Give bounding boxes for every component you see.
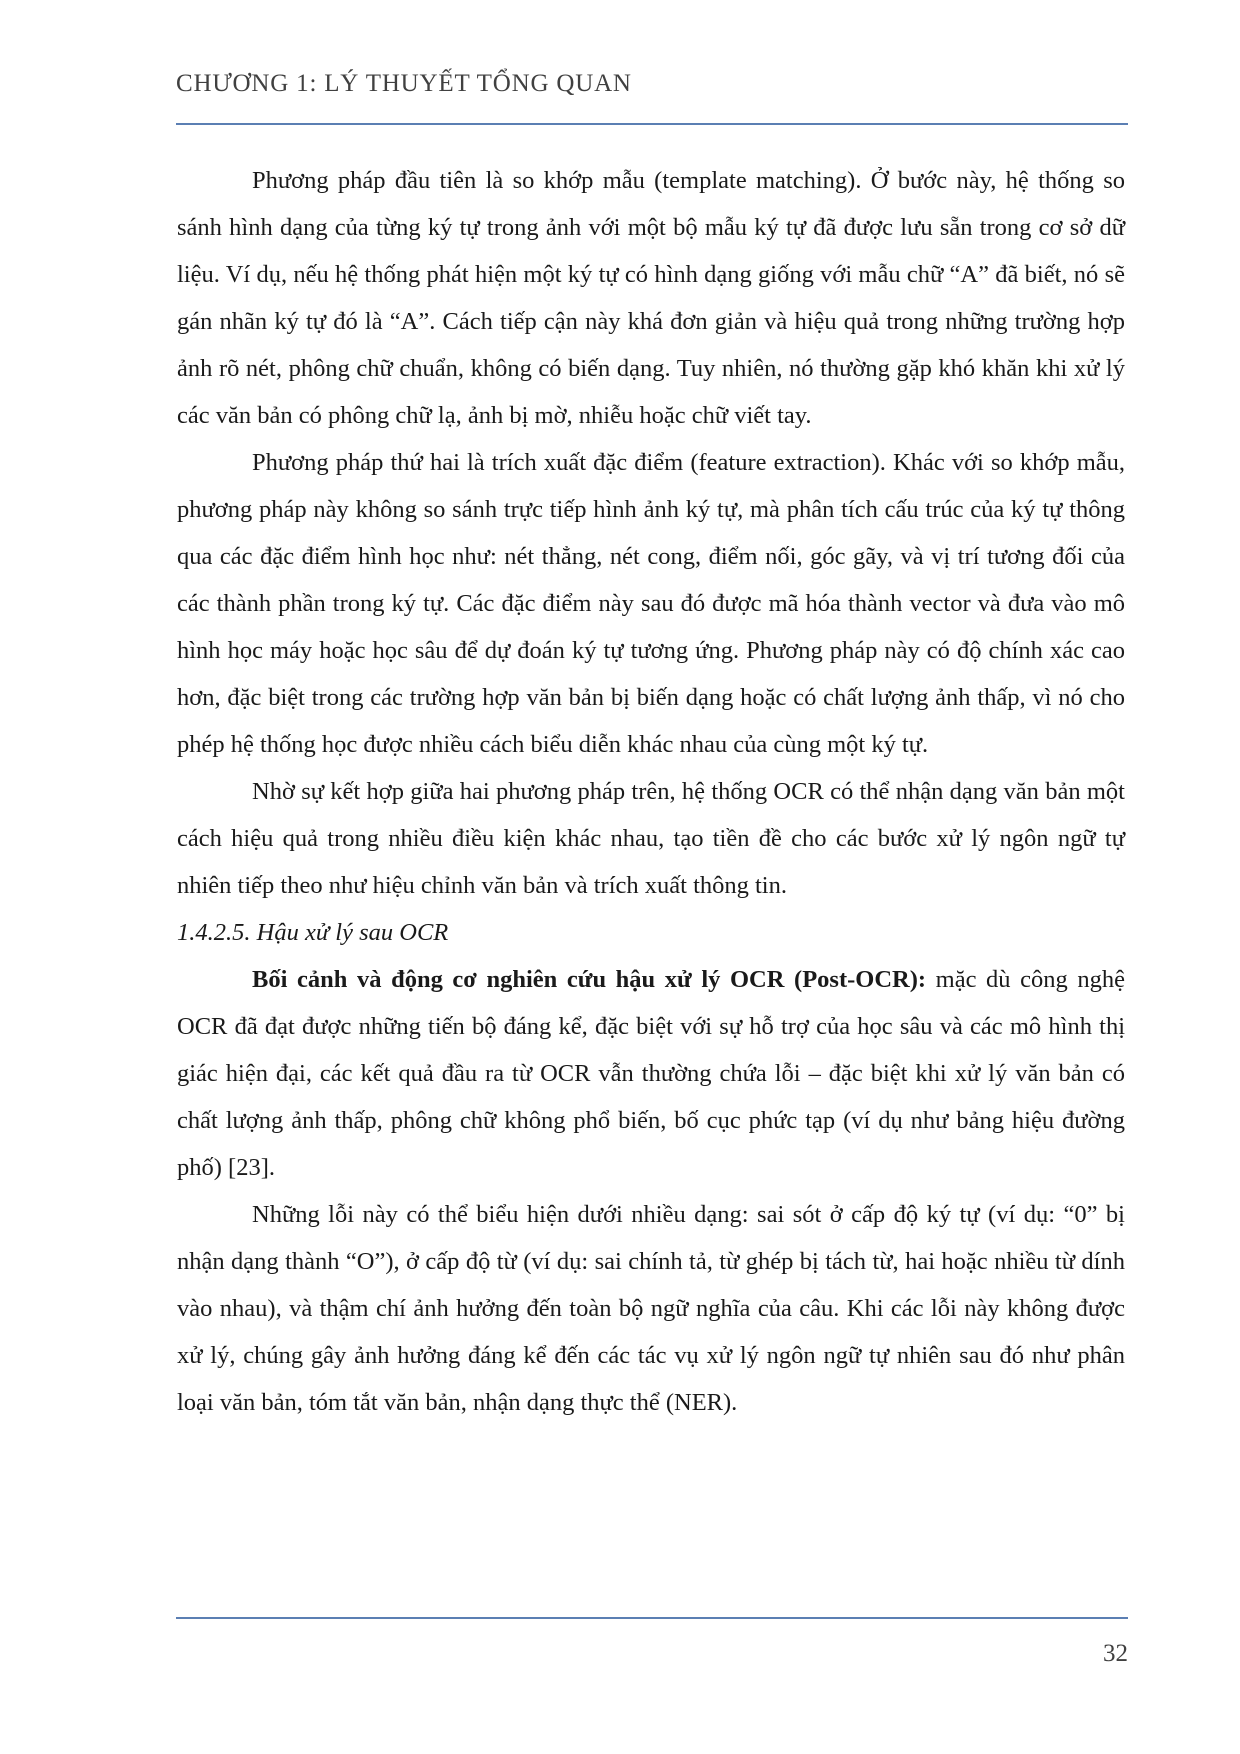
section-heading: 1.4.2.5. Hậu xử lý sau OCR (177, 919, 449, 946)
chapter-header: CHƯƠNG 1: LÝ THUYẾT TỔNG QUAN (176, 70, 632, 97)
paragraph-error-types: Những lỗi này có thể biểu hiện dưới nhiều dạng: sai sót ở cấp độ ký tự (ví dụ: “0” bị nhận dạng thành “O”), ở cấp độ từ (ví dụ: sai chính tả, từ ghép bị tách từ, hai hoặc nhiều từ dính vào nhau), và thậm chí ảnh hưởng đến toàn bộ ngữ nghĩa của câu. Khi các lỗi này không được xử lý, chúng gây ảnh hưởng đáng kể đến các tác vụ xử lý ngôn ngữ tự nhiên sau đó như phân loại văn bản, tóm tắt văn bản, nhận dạng thực thể (NER). (177, 1201, 1125, 1416)
page-body (177, 157, 1125, 1426)
paragraph-post-ocr-text: mặc dù công nghệ OCR đã đạt được những tiến bộ đáng kể, đặc biệt với sự hỗ trợ của học sâu và các mô hình thị giác hiện đại, các kết quả đầu ra từ OCR vẫn thường chứa lỗi – đặc biệt khi xử lý văn bản có chất lượng ảnh thấp, phông chữ không phổ biến, bố cục phức tạp (ví dụ như bảng hiệu đường phố) [23]. (177, 966, 1125, 1181)
paragraph-lead-bold: Bối cảnh và động cơ nghiên cứu hậu xử lý OCR (Post-OCR): (252, 966, 927, 993)
header-divider (176, 123, 1128, 125)
paragraph-combination: Nhờ sự kết hợp giữa hai phương pháp trên, hệ thống OCR có thể nhận dạng văn bản một cách hiệu quả trong nhiều điều kiện khác nhau, tạo tiền đề cho các bước xử lý ngôn ngữ tự nhiên tiếp theo như hiệu chỉnh văn bản và trích xuất thông tin. (177, 778, 1125, 899)
footer-divider (176, 1617, 1128, 1619)
page-number: 32 (1103, 1640, 1128, 1667)
paragraph-feature-extraction: Phương pháp thứ hai là trích xuất đặc điểm (feature extraction). Khác với so khớp mẫu, phương pháp này không so sánh trực tiếp hình ảnh ký tự, mà phân tích cấu trúc của ký tự thông qua các đặc điểm hình học như: nét thẳng, nét cong, điểm nối, góc gãy, và vị trí tương đối của các thành phần trong ký tự. Các đặc điểm này sau đó được mã hóa thành vector và đưa vào mô hình học máy hoặc học sâu để dự đoán ký tự tương ứng. Phương pháp này có độ chính xác cao hơn, đặc biệt trong các trường hợp văn bản bị biến dạng hoặc có chất lượng ảnh thấp, vì nó cho phép hệ thống học được nhiều cách biểu diễn khác nhau của cùng một ký tự. (177, 449, 1125, 758)
paragraph-template-matching: Phương pháp đầu tiên là so khớp mẫu (template matching). Ở bước này, hệ thống so sánh hình dạng của từng ký tự trong ảnh với một bộ mẫu ký tự đã được lưu sẵn trong cơ sở dữ liệu. Ví dụ, nếu hệ thống phát hiện một ký tự có hình dạng giống với mẫu chữ “A” đã biết, nó sẽ gán nhãn ký tự đó là “A”. Cách tiếp cận này khá đơn giản và hiệu quả trong những trường hợp ảnh rõ nét, phông chữ chuẩn, không có biến dạng. Tuy nhiên, nó thường gặp khó khăn khi xử lý các văn bản có phông chữ lạ, ảnh bị mờ, nhiễu hoặc chữ viết tay. (177, 167, 1125, 429)
paragraph-post-ocr-context (177, 956, 1125, 1191)
